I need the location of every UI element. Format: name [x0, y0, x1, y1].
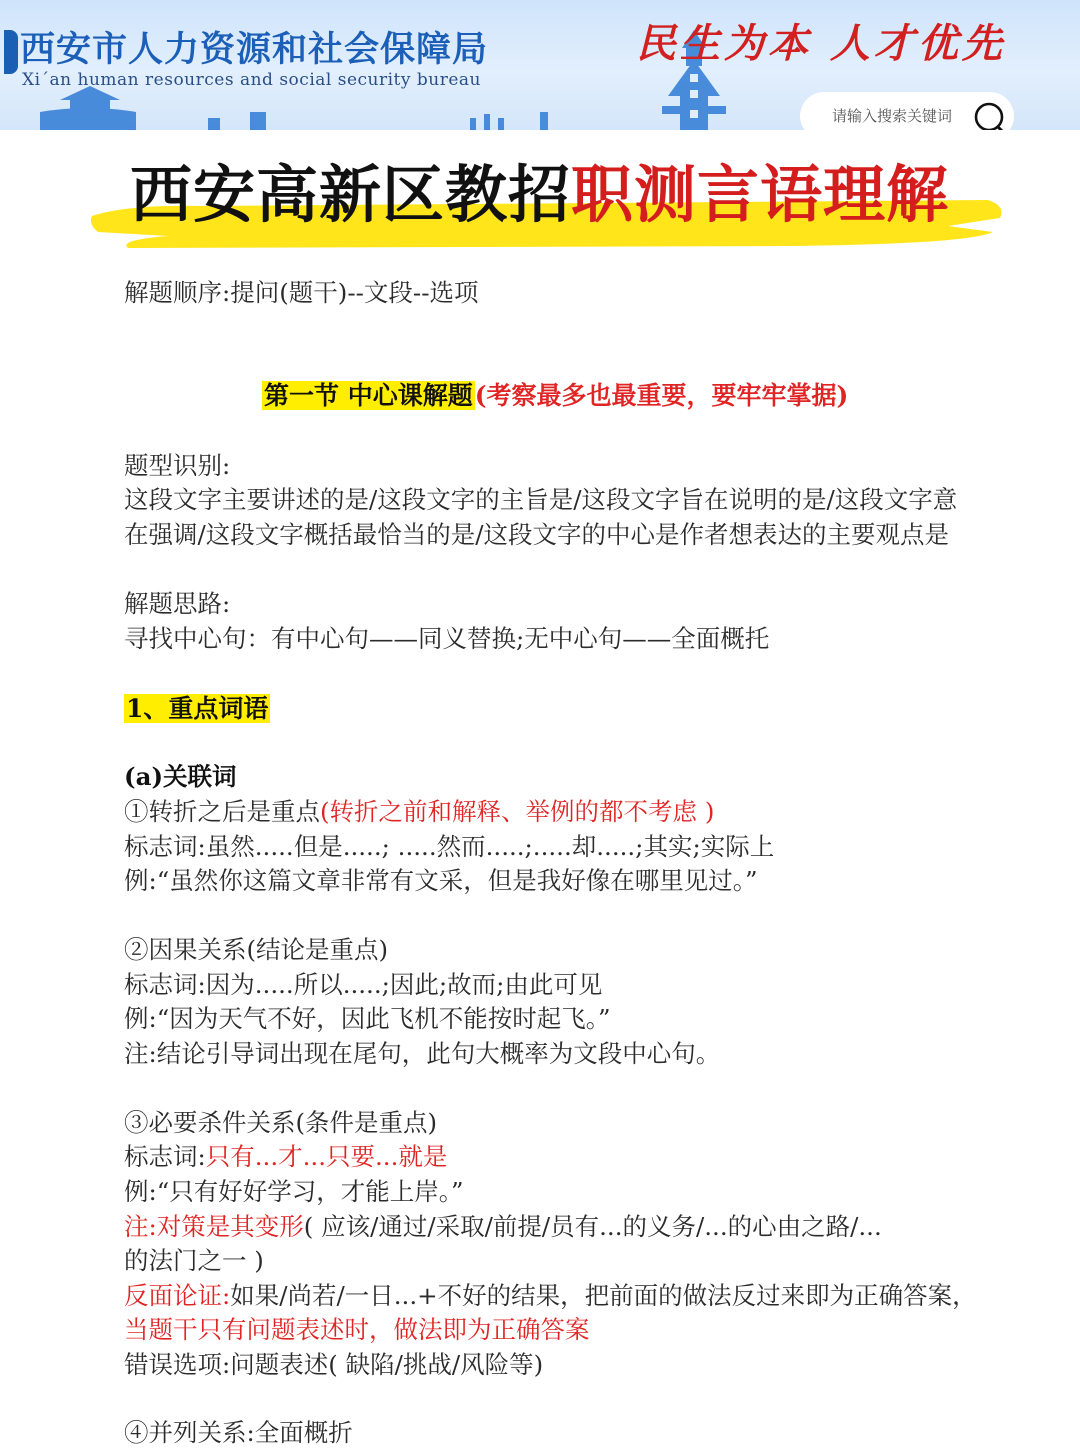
connectives-label: (a)关联词: [124, 762, 237, 791]
condition-note: [124, 1210, 882, 1244]
turning-example: 例:“虽然你这篇文章非常有文采，但是我好像在哪里见过。”: [124, 866, 758, 895]
turning-markers: 标志词:虽然.....但是.....; .....然而.....;.....却.....;其实;实际上: [124, 832, 775, 861]
section-title: 第一节 中心课解题: [264, 381, 473, 410]
condition-title: ③必要杀件关系(条件是重点): [124, 1108, 438, 1137]
type-recognition-line: 这段文字主要讲述的是/这段文字的主旨是/这段文字旨在说明的是/这段文字意: [124, 485, 958, 514]
counter-argument: [124, 1279, 977, 1313]
approach-line: 寻找中心句：有中心句——同义替换;无中心句——全面概托: [124, 624, 770, 653]
calligraphy-slogan: 民生为本 人才优先: [636, 20, 1006, 67]
condition-note-rest: ( 应该/通过/采取/前提/员有...的义务/...的心由之路/...: [303, 1212, 882, 1241]
type-recognition-label: 题型识别:: [124, 451, 231, 480]
section-note: (考察最多也最重要，要牢牢掌据): [474, 381, 849, 410]
title-black-part: 西安高新区教招: [130, 158, 572, 231]
parallel-title: ④并列关系:全面概折: [124, 1418, 353, 1447]
wrong-option-note: 错误选项:问题表述( 缺陷/挑战/风险等): [124, 1350, 544, 1379]
condition-markers-label: 标志词:: [124, 1142, 206, 1171]
keywords-heading: [124, 692, 270, 726]
solving-order: 解题顺序:提问(题干)--文段--选项: [124, 278, 479, 307]
turning-title-text: ①转折之后是重点: [124, 797, 320, 826]
type-recognition-line: 在强调/这段文字概括最恰当的是/这段文字的中心是作者想表达的主要观点是: [124, 520, 950, 549]
keywords-heading-text: 1、重点词语: [126, 694, 269, 723]
search-box[interactable]: [800, 92, 1014, 130]
condition-example: 例:“只有好好学习，才能上岸。”: [124, 1177, 464, 1206]
counter-argument-line2: 当题干只有问题表述时，做法即为正确答案: [124, 1315, 590, 1344]
bureau-emblem: [4, 30, 18, 74]
title-red-part: 职测言语理解: [571, 158, 950, 231]
causal-title: ②因果关系(结论是重点): [124, 935, 389, 964]
search-input[interactable]: [832, 107, 964, 125]
counter-argument-label: 反面论证:: [124, 1281, 231, 1310]
site-title: 西安市人力资源和社会保障局: [20, 30, 489, 70]
search-icon[interactable]: [974, 100, 1008, 130]
turning-title-note: (转折之前和解释、举例的都不考虑 ): [320, 797, 715, 826]
causal-example: 例:“因为天气不好，因此飞机不能按时起飞。”: [124, 1004, 611, 1033]
turning-title: [124, 795, 714, 829]
causal-note: 注:结论引导词出现在尾句，此句大概率为文段中心句。: [124, 1039, 721, 1068]
approach-label: 解题思路:: [124, 589, 231, 618]
section-heading: [262, 378, 848, 414]
condition-note-red: 注:对策是其变形: [124, 1212, 304, 1241]
condition-note-continued: 的法门之一 ): [124, 1246, 264, 1275]
site-banner: [0, 0, 1080, 130]
condition-markers-red: 只有...才...只要...就是: [205, 1142, 448, 1171]
counter-argument-text: 如果/尚若/一日...+不好的结果，把前面的做法反过来即为正确答案，: [230, 1281, 977, 1310]
causal-markers: 标志词:因为.....所以.....;因此;故而;由此可见: [124, 970, 603, 999]
document-title: [130, 158, 949, 232]
site-subtitle: Xi´an human resources and social security bureau: [22, 70, 481, 90]
condition-markers: [124, 1140, 447, 1174]
document-title-block: [88, 150, 1008, 250]
